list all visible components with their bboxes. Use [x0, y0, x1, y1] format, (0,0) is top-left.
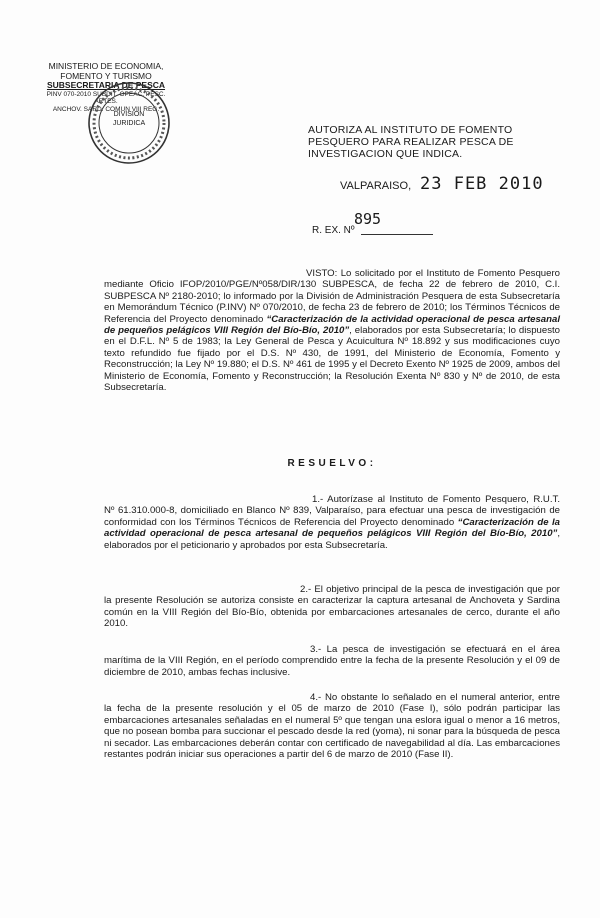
resolution-number-line	[361, 234, 433, 235]
visto-text-1: VISTO: Lo solicitado por el Instituto de Fomento Pesquero mediante Oficio IFOP/2010/PGE/Nº058/DIR/130 SUBPESCA, de fecha 22 de febrero de 2010, C.I. SUBPESCA Nº 2180-2010; lo informado por la División de Administración Pesquera de esta Subsecretaría en Memorándum Técnico (P.INV) Nº 070/2010, de fecha 23 de febrero de 2010; los Términos Técnicos de Referencia del Proyecto denominado	[104, 268, 560, 325]
ministry-subtitle: FOMENTO Y TURISMO	[60, 70, 152, 81]
file-reference-2: ANCHOV. SARD. COMUN VIII REG.	[52, 105, 160, 113]
seal-text-juridica: JURIDICA	[112, 120, 146, 127]
item-3-paragraph	[104, 644, 560, 678]
visto-project-name: “Caracterización de la actividad operacional de pesca artesanal de pequeños pelágicos VIII Región del Bío-Bío, 2010”	[104, 313, 561, 337]
place-label: VALPARAISO,	[340, 180, 412, 192]
file-reference: PINV 070-2010 SUBDIT. OPEAC. PESC. ARTES.	[46, 90, 166, 105]
item-1-text-1: 1.- Autorízase al Instituto de Fomento Pesquero, R.U.T. Nº 61.310.000-8, domiciliado en Blanco Nº 839, Valparaíso, para efectuar una pesca de investigación de conformidad con los Términos Técnicos de Referencia del Proyecto denominado	[104, 494, 560, 528]
resolution-label-row	[312, 225, 433, 236]
subsecretaria-de-pesca-seal-icon	[86, 80, 172, 166]
item-1-text-2: , elaborados por el peticionario y aprobados por esta Subsecretaría.	[104, 528, 560, 551]
item-2-text: 2.- El objetivo principal de la pesca de investigación que por la presente Resolución se autoriza consiste en caracterizar la captura artesanal de Anchoveta y Sardina común en la VIII Región del Bío-Bío, obtenida por embarcaciones artesanales de cerco, durante el año 2010.	[104, 584, 560, 630]
resolution-label: R. EX. Nº	[312, 225, 355, 236]
document-title: AUTORIZA AL INSTITUTO DE FOMENTO PESQUERO PARA REALIZAR PESCA DE INVESTIGACION QUE INDICA.	[308, 124, 514, 160]
item-2-paragraph	[104, 584, 560, 630]
item-3-text: 3.- La pesca de investigación se efectuará en el área marítima de la VIII Región, en el período comprendido entre la fecha de la presente Resolución y el 09 de diciembre de 2010, ambas fechas inclusive.	[104, 644, 560, 678]
item-1-paragraph	[104, 494, 560, 551]
visto-paragraph	[104, 268, 560, 393]
item-4-text: 4.- No obstante lo señalado en el numeral anterior, entre la fecha de la presente resolución y el 05 de marzo de 2010 (Fase I), sólo podrán participar las embarcaciones artesanales señaladas en el numeral 5º que tengan una eslora igual o menor a 16 metros, que no posean bomba para succionar el pescado desde la red (yoma), ni sonar para la búsqueda de pesca ni secador. Las embarcaciones deberán contar con certificado de navegabilidad al día. Las embarcaciones restantes podrán iniciar sus operaciones a partir del 6 de marzo de 2010 (Fase II).	[104, 692, 561, 761]
item-4-paragraph	[104, 692, 560, 760]
resuelvo-heading: RESUELVO:	[287, 458, 377, 469]
seal-text-division: DIVISION	[113, 111, 145, 118]
visto-text-2: , elaborados por esta Subsecretaría; lo dispuesto en el D.F.L. Nº 5 de 1983; la Ley General de Pesca y Acuicultura Nº 18.892 y sus modificaciones cuyo texto refundido fue fijado por el D.S. Nº 430, de 1991, del Ministerio de Economía, Fomento y Reconstrucción; la Ley Nº 19.880; el D.S. Nº 461 de 1995 y el Decreto Exento Nº 1925 de 2009, ambos del Ministerio de Economía, Fomento y Reconstrucción; la Resolución Exenta Nº 830 y Nº de 2010, de esta Subsecretaría.	[104, 325, 561, 394]
date-stamp: 23 FEB 2010	[420, 174, 544, 194]
item-1-project-name: “Caracterización de la actividad operacional de pesca artesanal de pequeños pelágicos VIII Región del Bío-Bío, 2010”	[104, 516, 560, 540]
ministry-name: MINISTERIO DE ECONOMIA,	[48, 61, 164, 71]
subsecretaria-name: SUBSECRETARIA DE PESCA	[46, 80, 166, 90]
resolution-number: 895	[354, 210, 382, 228]
